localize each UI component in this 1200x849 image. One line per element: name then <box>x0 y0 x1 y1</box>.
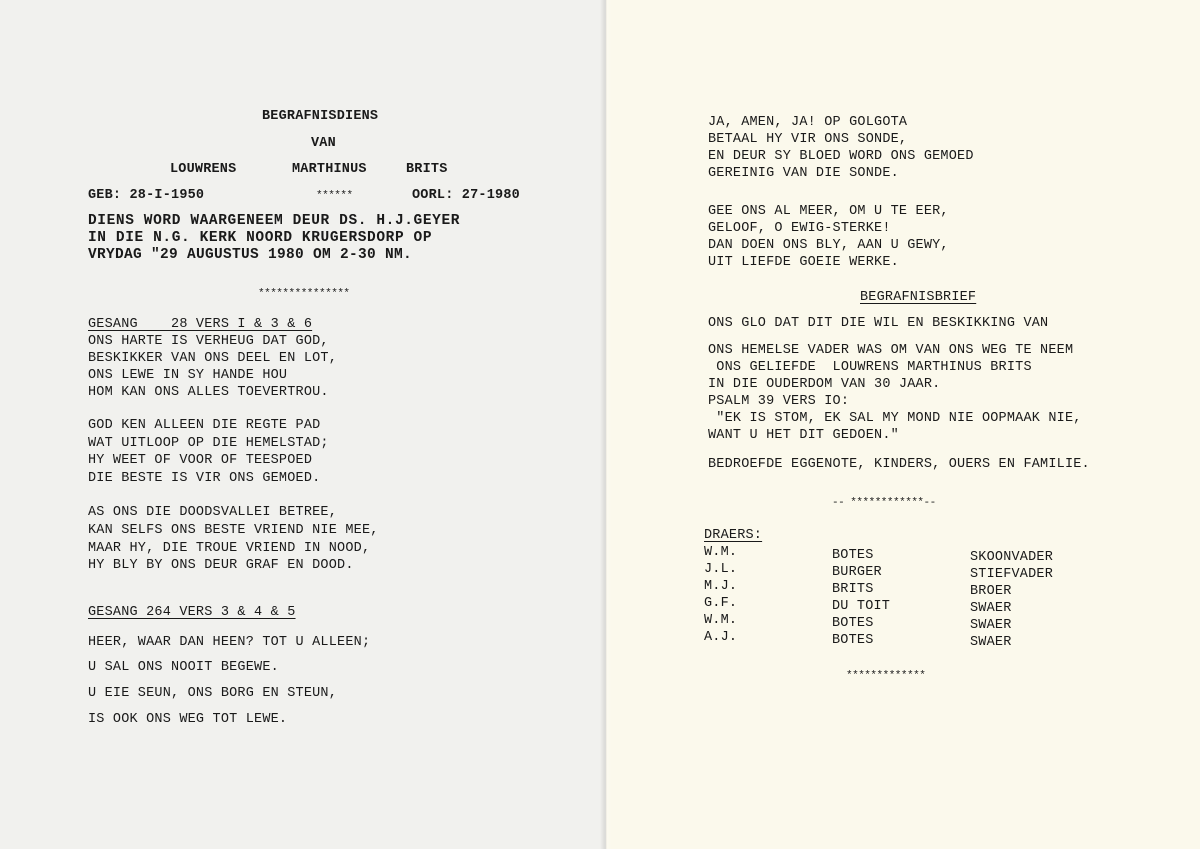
hymn-line: MAAR HY, DIE TROUE VRIEND IN NOOD, <box>88 541 371 556</box>
deceased-surname: BRITS <box>406 162 448 177</box>
bearer-surname: BOTES <box>832 548 874 563</box>
closing-separator: ************* <box>846 670 926 682</box>
bearer-relation: SWAER <box>970 618 1012 633</box>
bearer-initials: W.M. <box>704 545 738 560</box>
section-separator: *************** <box>258 288 350 300</box>
letter-line: ONS GLO DAT DIT DIE WIL EN BESKIKKING VAN <box>708 316 1049 331</box>
page-fold <box>600 0 612 849</box>
bearer-relation: STIEFVADER <box>970 567 1054 582</box>
deceased-first-name: LOUWRENS <box>170 162 237 177</box>
bearer-initials: M.J. <box>704 579 738 594</box>
service-line: VRYDAG "29 AUGUSTUS 1980 OM 2-30 NM. <box>88 247 413 263</box>
letter-line: "EK IS STOM, EK SAL MY MOND NIE OOPMAAK NIE, <box>708 411 1082 426</box>
bearers-heading: DRAERS: <box>704 528 763 543</box>
date-separator: ****** <box>316 190 353 202</box>
hymn-line: GEE ONS AL MEER, OM U TE EER, <box>708 204 949 219</box>
program-title: BEGRAFNISDIENS <box>262 109 379 124</box>
hymn-line: DIE BESTE IS VIR ONS GEMOED. <box>88 471 321 486</box>
service-line: DIENS WORD WAARGENEEM DEUR DS. H.J.GEYER <box>88 213 461 229</box>
section-separator: -- ************-- <box>832 497 936 509</box>
hymn-heading: GESANG 264 VERS 3 & 4 & 5 <box>88 605 296 620</box>
hymn-line: U SAL ONS NOOIT BEGEWE. <box>88 660 279 675</box>
bearer-relation: SKOONVADER <box>970 550 1054 565</box>
hymn-line: EN DEUR SY BLOED WORD ONS GEMOED <box>708 149 974 164</box>
service-line: IN DIE N.G. KERK NOORD KRUGERSDORP OP <box>88 230 433 246</box>
bearer-relation: SWAER <box>970 601 1012 616</box>
bearer-surname: BRITS <box>832 582 874 597</box>
hymn-line: UIT LIEFDE GOEIE WERKE. <box>708 255 899 270</box>
bearer-initials: A.J. <box>704 630 738 645</box>
letter-line: WANT U HET DIT GEDOEN." <box>708 428 899 443</box>
hymn-line: WAT UITLOOP OP DIE HEMELSTAD; <box>88 436 329 451</box>
hymn-line: GEREINIG VAN DIE SONDE. <box>708 166 899 181</box>
hymn-line: AS ONS DIE DOODSVALLEI BETREE, <box>88 505 338 520</box>
hymn-line: HY BLY BY ONS DEUR GRAF EN DOOD. <box>88 558 354 573</box>
bearer-surname: DU TOIT <box>832 599 891 614</box>
van-line: VAN <box>311 136 336 151</box>
bearer-relation: BROER <box>970 584 1012 599</box>
hymn-line: HOM KAN ONS ALLES TOEVERTROU. <box>88 385 329 400</box>
bearer-surname: BOTES <box>832 633 874 648</box>
hymn-line: ONS LEWE IN SY HANDE HOU <box>88 368 288 383</box>
hymn-line: DAN DOEN ONS BLY, AAN U GEWY, <box>708 238 949 253</box>
deceased-middle-name: MARTHINUS <box>292 162 367 177</box>
hymn-line: HEER, WAAR DAN HEEN? TOT U ALLEEN; <box>88 635 371 650</box>
hymn-line: ONS HARTE IS VERHEUG DAT GOD, <box>88 334 329 349</box>
hymn-line: BETAAL HY VIR ONS SONDE, <box>708 132 908 147</box>
mourners-line: BEDROEFDE EGGENOTE, KINDERS, OUERS EN FAMILIE. <box>708 457 1090 472</box>
death-date: OORL: 27-1980 <box>412 188 520 203</box>
hymn-heading: GESANG 28 VERS I & 3 & 6 <box>88 317 313 332</box>
right-page <box>606 0 1200 849</box>
hymn-line: BESKIKKER VAN ONS DEEL EN LOT, <box>88 351 338 366</box>
hymn-line: KAN SELFS ONS BESTE VRIEND NIE MEE, <box>88 523 379 538</box>
hymn-line: IS OOK ONS WEG TOT LEWE. <box>88 712 288 727</box>
hymn-line: U EIE SEUN, ONS BORG EN STEUN, <box>88 686 338 701</box>
hymn-line: GOD KEN ALLEEN DIE REGTE PAD <box>88 418 321 433</box>
birth-date: GEB: 28-I-1950 <box>88 188 205 203</box>
hymn-line: HY WEET OF VOOR OF TEESPOED <box>88 453 313 468</box>
bearer-surname: BURGER <box>832 565 882 580</box>
letter-heading: BEGRAFNISBRIEF <box>860 290 977 305</box>
letter-line: ONS HEMELSE VADER WAS OM VAN ONS WEG TE NEEM <box>708 343 1074 358</box>
bearer-initials: G.F. <box>704 596 738 611</box>
hymn-line: GELOOF, O EWIG-STERKE! <box>708 221 891 236</box>
letter-line: PSALM 39 VERS IO: <box>708 394 850 409</box>
letter-line: ONS GELIEFDE LOUWRENS MARTHINUS BRITS <box>708 360 1032 375</box>
bearer-surname: BOTES <box>832 616 874 631</box>
hymn-line: JA, AMEN, JA! OP GOLGOTA <box>708 115 908 130</box>
bearer-initials: W.M. <box>704 613 738 628</box>
bearer-relation: SWAER <box>970 635 1012 650</box>
bearer-initials: J.L. <box>704 562 738 577</box>
letter-line: IN DIE OUDERDOM VAN 30 JAAR. <box>708 377 941 392</box>
